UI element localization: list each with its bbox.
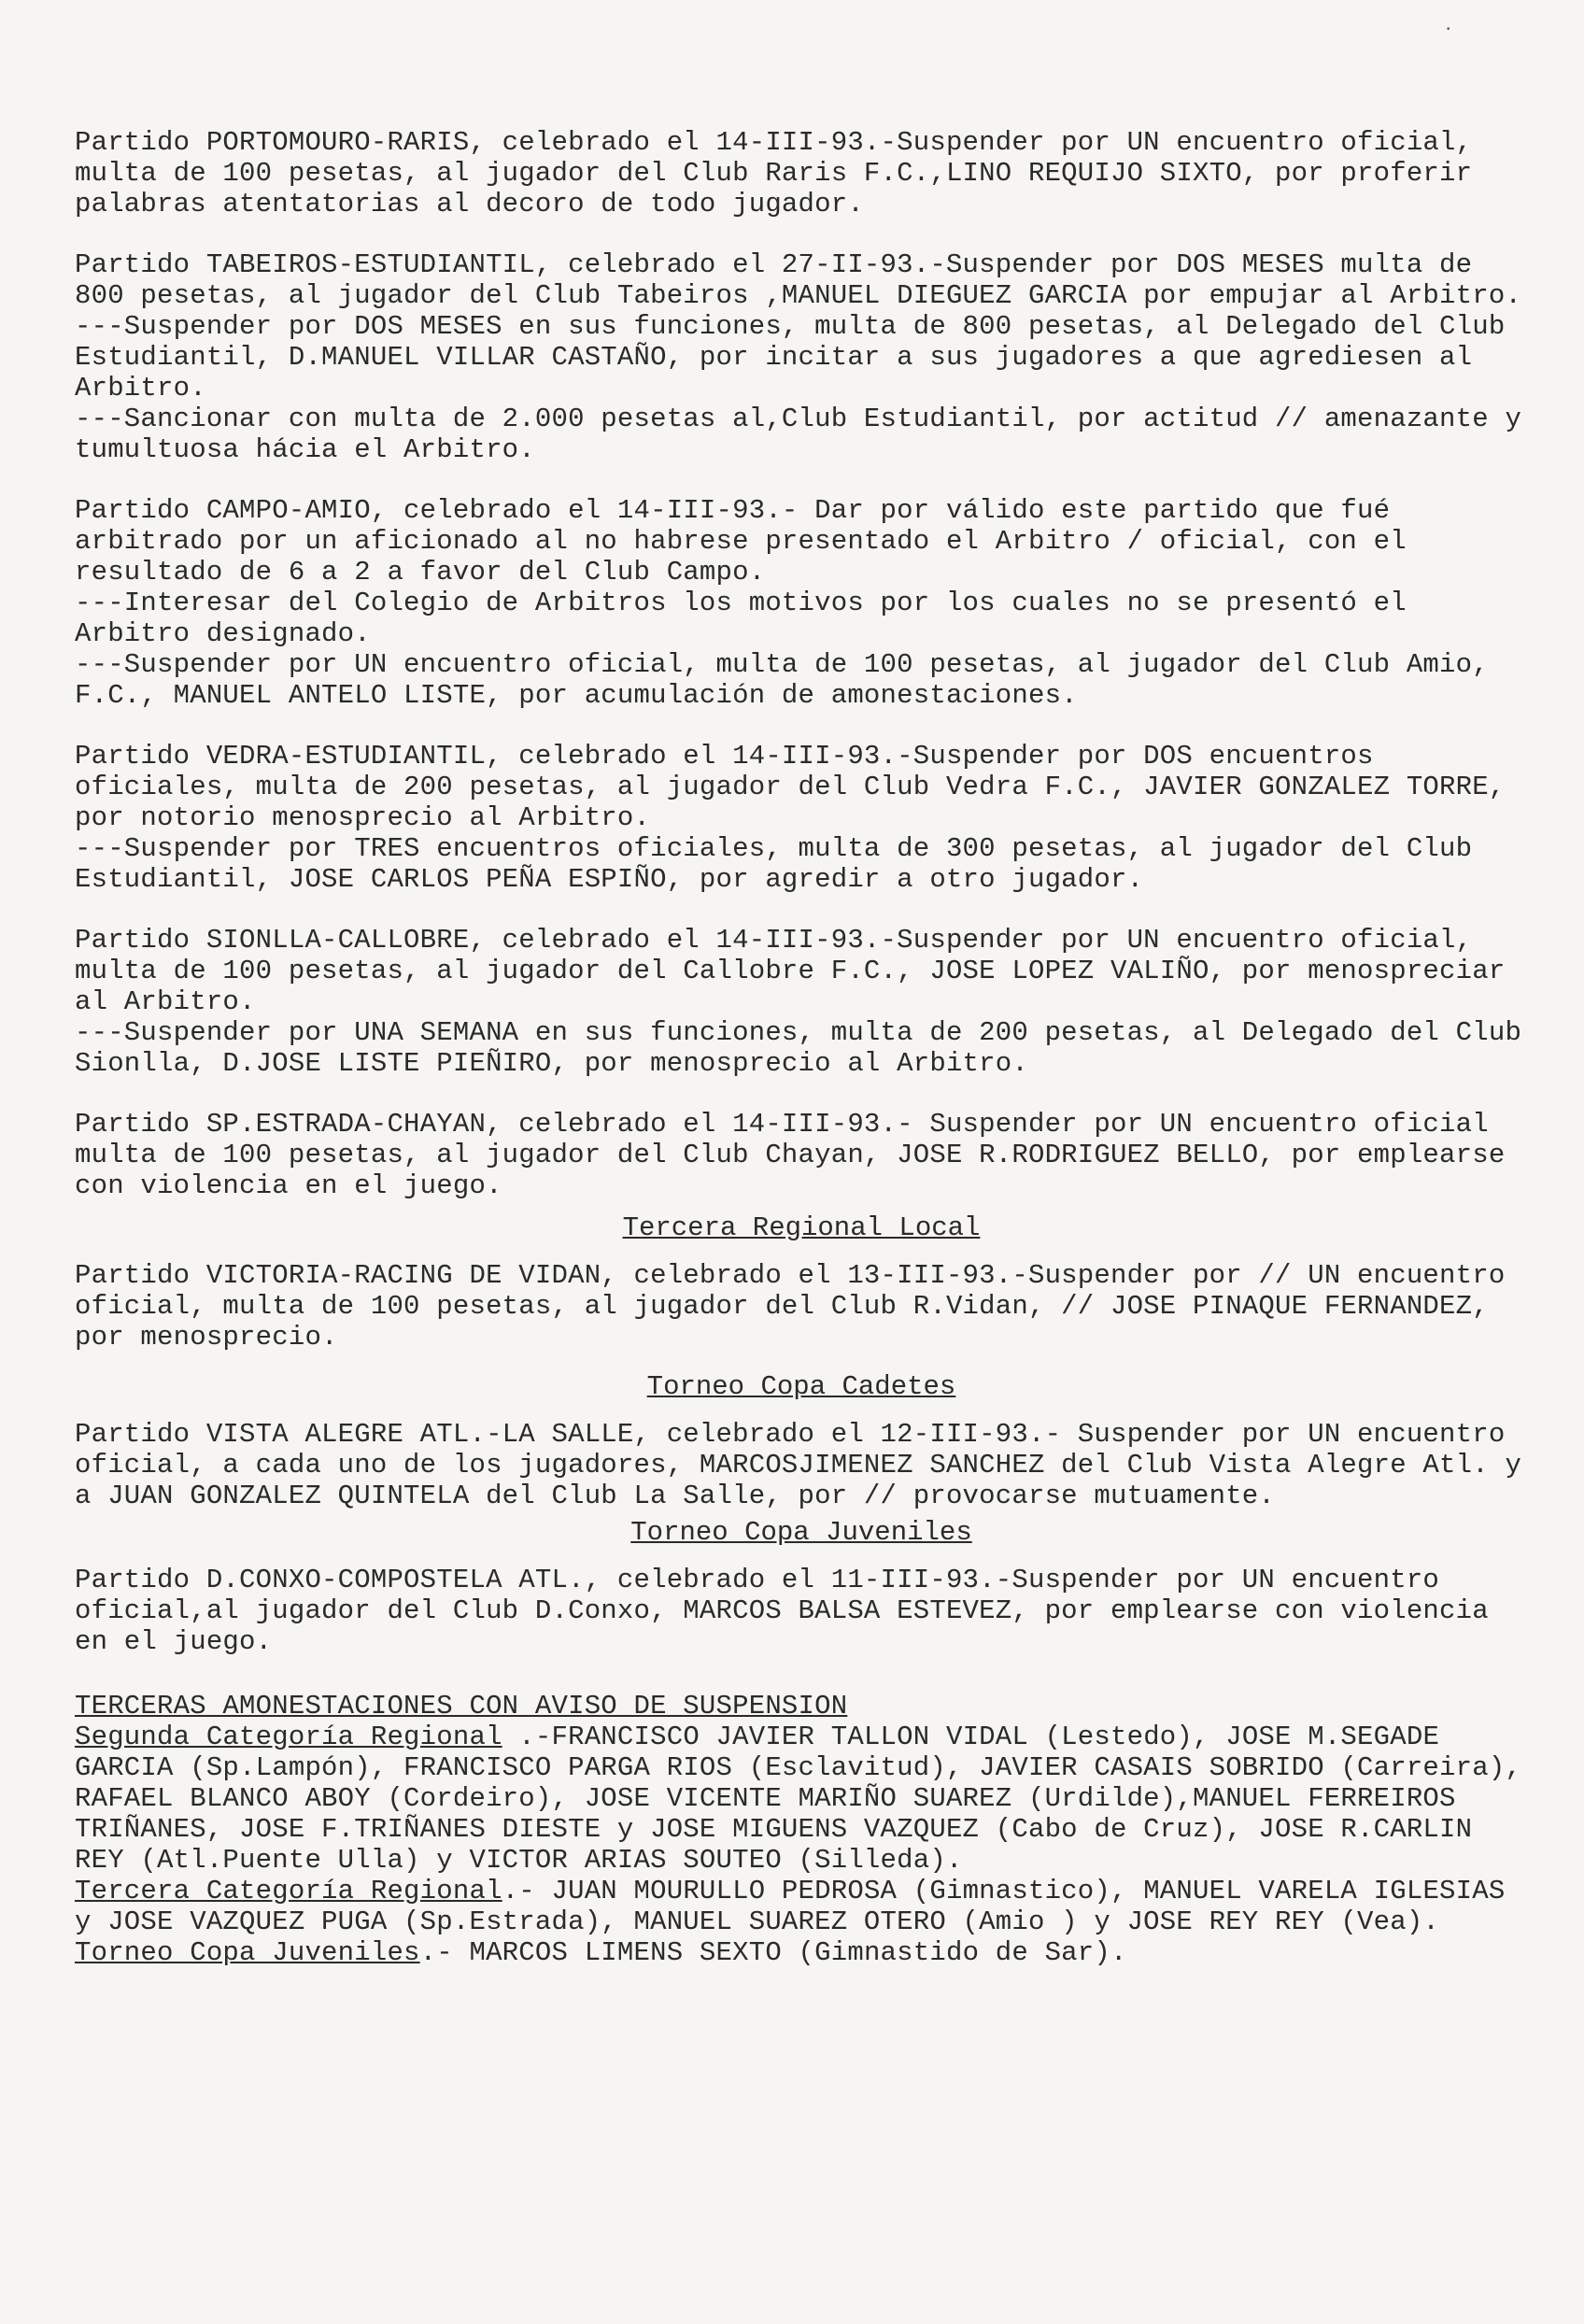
- report-block-conxo: [75, 1565, 1528, 1657]
- report-block-victoria: [75, 1260, 1528, 1353]
- report-text: Partido VICTORIA-RACING DE VIDAN, celebrado el 13-III-93.-Suspender por // UN encuentro oficial, multa de 100 pesetas, al jugador del Club R.Vidan, // JOSE PINAQUE FERNANDEZ, por menosprecio.: [75, 1260, 1522, 1353]
- report-text: ---Interesar del Colegio de Arbitros los motivos por los cuales no se presentó el Arbitro designado.: [75, 588, 1423, 649]
- heading-copa-cadetes: Torneo Copa Cadetes: [646, 1371, 956, 1402]
- amonestaciones-tercera: [75, 1876, 1528, 1937]
- amonestaciones-block: [75, 1691, 1538, 1968]
- report-text: Partido SIONLLA-CALLOBRE, celebrado el 14-III-93.-Suspender por UN encuentro oficial, multa de 100 pesetas, al jugador del Callobre F.C., JOSE LOPEZ VALIÑO, por menospreciar al Arbitro.: [75, 925, 1522, 1017]
- report-text: ---Suspender por UNA SEMANA en sus funciones, multa de 200 pesetas, al Delegado del Club Sionlla, D.JOSE LISTE PIEÑIRO, por menosprecio al Arbitro.: [75, 1017, 1538, 1079]
- report-block-portomouro: [75, 127, 1528, 220]
- section-heading: [75, 1212, 1528, 1243]
- category-text: .-FRANCISCO JAVIER TALLON VIDAL (Lestedo), JOSE M.SEGADE GARCIA (Sp.Lampón), FRANCISCO PARGA RIOS (Esclavitud), JAVIER CASAIS SOBRIDO (Carreira), RAFAEL BLANCO ABOY (Cordeiro), JOSE VICENTE MARIÑO SUAREZ (Urdilde),MANUEL FERREIROS TRIÑANES, JOSE F.TRIÑANES DIESTE y JOSE MIGUENS VAZQUEZ (Cabo de Cruz), JOSE R.CARLIN REY (Atl.Puente Ulla) y VICTOR ARIAS SOUTEO (Silleda).: [75, 1722, 1538, 1876]
- category-label: Torneo Copa Juveniles: [75, 1937, 420, 1968]
- report-text: ---Suspender por UN encuentro oficial, multa de 100 pesetas, al jugador del Club Amio, F.C., MANUEL ANTELO LISTE, por acumulación de amonestaciones.: [75, 649, 1506, 711]
- heading-tercera-regional-local: Tercera Regional Local: [622, 1212, 981, 1243]
- section-heading: [75, 1517, 1528, 1548]
- amonestaciones-title: TERCERAS AMONESTACIONES CON AVISO DE SUSPENSION: [75, 1691, 848, 1722]
- amonestaciones-juveniles: [75, 1937, 1528, 1968]
- report-text: Partido VISTA ALEGRE ATL.-LA SALLE, celebrado el 12-III-93.- Suspender por UN encuentro oficial, a cada uno de los jugadores, MARCOSJIMENEZ SANCHEZ del Club Vista Alegre Atl. y a JUAN GONZALEZ QUINTELA del Club La Salle, por // provocarse mutuamente.: [75, 1419, 1538, 1511]
- category-text: .- JUAN MOURULLO PEDROSA (Gimnastico), MANUEL VARELA IGLESIAS y JOSE VAZQUEZ PUGA (Sp.Estrada), MANUEL SUAREZ OTERO (Amio ) y JOSE REY REY (Vea).: [75, 1876, 1522, 1937]
- report-block-vista-alegre: [75, 1419, 1538, 1511]
- section-heading: [75, 1371, 1528, 1402]
- amonestaciones-segunda: [75, 1722, 1538, 1876]
- category-label: Tercera Categoría Regional: [75, 1876, 502, 1906]
- report-text: ---Suspender por DOS MESES en sus funciones, multa de 800 pesetas, al Delegado del Club Estudiantil, D.MANUEL VILLAR CASTAÑO, por incitar a sus jugadores a que agrediesen al Arbitro.: [75, 311, 1522, 404]
- category-text: .- MARCOS LIMENS SEXTO (Gimnastido de Sar).: [419, 1937, 1127, 1968]
- report-text: Partido SP.ESTRADA-CHAYAN, celebrado el 14-III-93.- Suspender por UN encuentro oficial multa de 100 pesetas, al jugador del Club Chayan, JOSE R.RODRIGUEZ BELLO, por emplearse con violencia en el juego.: [75, 1109, 1522, 1201]
- report-text: Partido D.CONXO-COMPOSTELA ATL., celebrado el 11-III-93.-Suspender por UN encuentro oficial,al jugador del Club D.Conxo, MARCOS BALSA ESTEVEZ, por emplearse con violencia en el juego.: [75, 1565, 1506, 1657]
- category-label: Segunda Categoría Regional: [75, 1722, 502, 1752]
- report-text: Partido PORTOMOURO-RARIS, celebrado el 14-III-93.-Suspender por UN encuentro oficial, multa de 100 pesetas, al jugador del Club Raris F.C.,LINO REQUIJO SIXTO, por proferir palabras atentatorias al decoro de todo jugador.: [75, 127, 1489, 220]
- report-block-campo: [75, 495, 1528, 711]
- report-text: ---Suspender por TRES encuentros oficiales, multa de 300 pesetas, al jugador del Club Estudiantil, JOSE CARLOS PEÑA ESPIÑO, por agredir a otro jugador.: [75, 833, 1489, 895]
- report-block-sionlla: [75, 925, 1538, 1079]
- report-block-estrada: [75, 1109, 1528, 1201]
- report-text: Partido CAMPO-AMIO, celebrado el 14-III-93.- Dar por válido este partido que fué arbitrado por un aficionado al no habrese presentado el Arbitro / oficial, con el resultado de 6 a 2 a favor del Club Campo.: [75, 495, 1423, 588]
- report-text: Partido VEDRA-ESTUDIANTIL, celebrado el 14-III-93.-Suspender por DOS encuentros oficiales, multa de 200 pesetas, al jugador del Club Vedra F.C., JAVIER GONZALEZ TORRE, por notorio menosprecio al Arbitro.: [75, 741, 1522, 833]
- report-block-tabeiros: [75, 249, 1538, 465]
- report-text: Partido TABEIROS-ESTUDIANTIL, celebrado el 27-II-93.-Suspender por DOS MESES multa de 800 pesetas, al jugador del Club Tabeiros ,MANUEL DIEGUEZ GARCIA por empujar al Arbitro.: [75, 249, 1522, 311]
- ink-speck: ·: [1443, 21, 1453, 39]
- report-text: ---Sancionar con multa de 2.000 pesetas al,Club Estudiantil, por actitud // amenazante y tumultuosa hácia el Arbitro.: [75, 404, 1538, 465]
- heading-copa-juveniles: Torneo Copa Juveniles: [630, 1517, 972, 1548]
- report-block-vedra: [75, 741, 1528, 895]
